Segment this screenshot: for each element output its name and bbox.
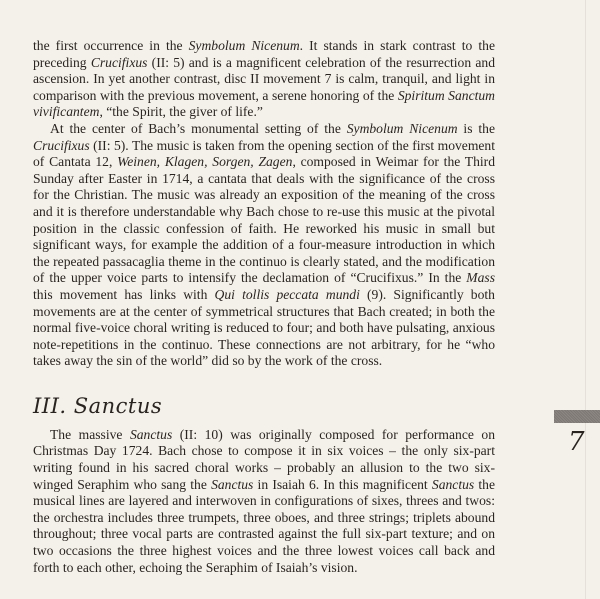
italic-term: Qui tollis peccata mundi: [214, 286, 360, 302]
text-run: (9). Significantly both movements are at the center of symmetrical structures that Bach created; in both the normal five-voice choral writing is reduced to four; and both have pulsating, anxious note-repetitions in the continuo. These connections are not arbitrary, for he “who takes away the sin of the world” did so by the work of the cross.: [33, 286, 495, 369]
italic-term: Spiritum Sanctum vivificantem: [33, 87, 495, 120]
paragraph-sanctus: [33, 427, 495, 576]
text-run: in Isaiah 6. In this magnificent: [253, 476, 432, 492]
italic-term: Mass: [466, 270, 495, 286]
italic-term: Symbolum Nicenum: [346, 120, 458, 136]
text-run: . It stands in stark contrast to the preceding: [33, 38, 496, 70]
side-tab-marker: [554, 410, 600, 423]
text-run: (II: 5). The music is taken from the opening section of the first movement of Cantata 12,: [33, 137, 495, 170]
paragraph-crucifixus: [33, 121, 495, 370]
italic-term: Symbolum Nicenum: [188, 38, 300, 53]
page-number: 7: [568, 427, 585, 457]
paragraph-continuation: [33, 38, 495, 121]
italic-term: Sanctus: [431, 476, 475, 492]
page-edge-line: [585, 0, 586, 599]
text-run: this movement has links with: [33, 286, 215, 302]
text-run: (II: 5) and is a magnificent celebration of the resurrection and ascension. In yet another contrast, disc II movement 7 is calm, tranquil, and light in comparison with the previous movement, a serene honoring of the: [33, 54, 495, 103]
italic-term: Sanctus: [129, 426, 173, 442]
text-run: The massive: [50, 426, 130, 442]
text-run: , composed in Weimar for the Third Sunday after Easter in 1714, a cantata that deals with the significance of the cross for the Christian. The music was already an exposition of the meaning of the cross and it is therefore understandable why Bach chose to re-use this music at the pivotal position in the classic confession of faith. He reworked his music in small but significant ways, for example the addition of a four-measure introduction in which the repeated passacaglia theme in the continuo is clearly stated, and the modification of the upper voice parts to intensify the declamation of “Crucifixus.” In the: [33, 154, 495, 286]
text-column: [33, 38, 495, 576]
text-run: (II: 10) was originally composed for performance on Christmas Day 1724. Bach chose to compose it in six voices – the only six-part writing found in his sacred choral works – probably an allusion to the two six-winged Seraphim who sang the: [33, 426, 496, 492]
text-run: the first occurrence in the: [33, 38, 189, 53]
italic-term: Weinen, Klagen, Sorgen, Zagen: [117, 154, 293, 170]
text-run: At the center of Bach’s monumental setting of the: [50, 120, 347, 136]
text-run: the musical lines are layered and interwoven in configurations of sixes, threes and twos: the orchestra includes three trumpets, three oboes, and three strings; triplets abound throughout; three vocal parts are contrasted against the full six-part texture; and on two occasions the three highest voices and the three lowest voices call back and forth to each other, echoing the Seraphim of Isaiah’s vision.: [33, 476, 495, 575]
text-run: is the: [457, 120, 495, 136]
italic-term: Crucifixus: [90, 54, 148, 70]
section-heading-sanctus: III. Sanctus: [33, 393, 163, 418]
italic-term: Sanctus: [211, 476, 254, 492]
italic-term: Crucifixus: [33, 137, 90, 153]
text-run: , “the Spirit, the giver of life.”: [99, 104, 263, 120]
